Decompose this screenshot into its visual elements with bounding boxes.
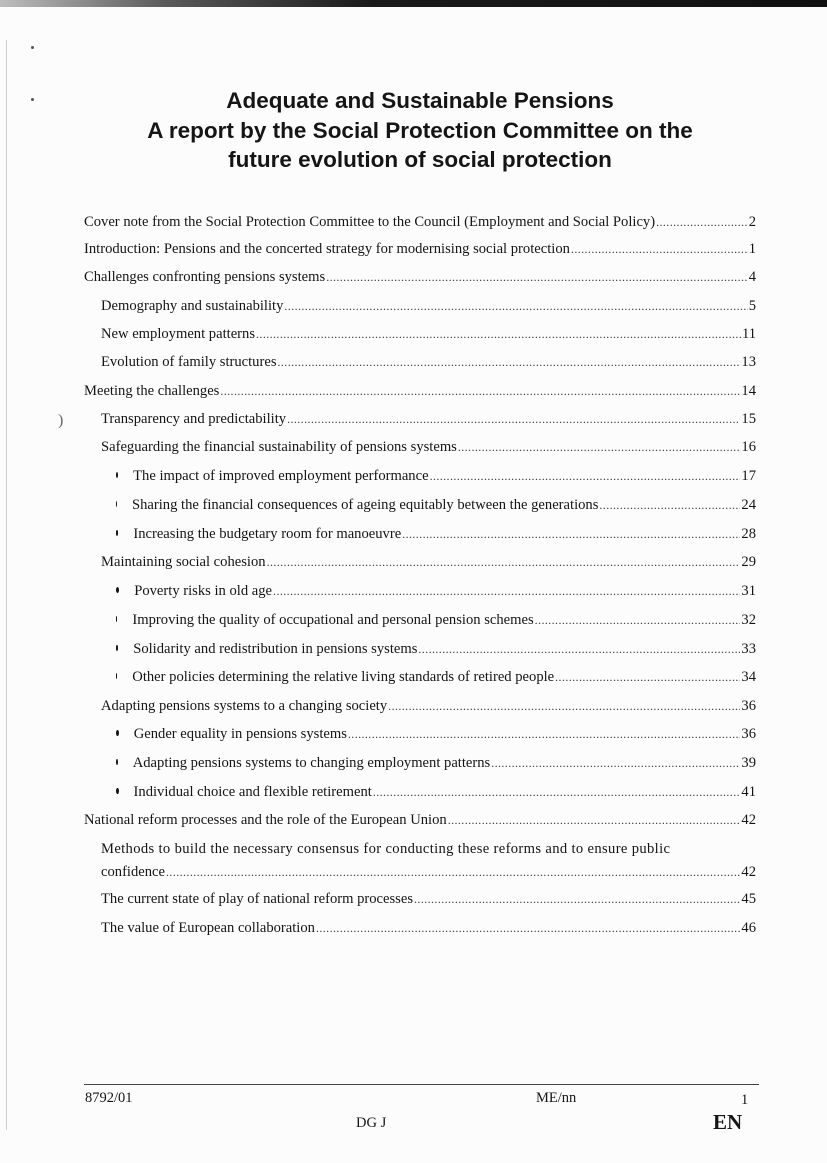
title-line-3: future evolution of social protection xyxy=(228,147,612,172)
toc-entry xyxy=(116,497,756,517)
dot-leader xyxy=(448,813,741,828)
scan-top-edge xyxy=(0,0,827,7)
bullet-icon xyxy=(116,501,117,507)
toc-entry xyxy=(101,920,756,940)
dot-leader xyxy=(278,355,741,370)
toc-entry-title: Demography and sustainability xyxy=(101,298,284,314)
toc-entry xyxy=(84,383,756,403)
dot-leader xyxy=(166,865,740,880)
footer-initials: ME/nn xyxy=(536,1090,577,1106)
toc-entry xyxy=(101,411,756,431)
toc-entry-page: 4 xyxy=(748,269,756,285)
dot-leader xyxy=(348,727,741,742)
toc-entry-title: Maintaining social cohesion xyxy=(101,554,266,570)
toc-entry-title: Solidarity and redistribution in pensions systems xyxy=(133,641,418,657)
toc-entry-title: Individual choice and flexible retirement xyxy=(133,784,372,800)
dot-leader xyxy=(418,642,740,657)
toc-entry xyxy=(116,526,756,546)
dot-leader xyxy=(326,270,748,285)
toc-entry-page: 24 xyxy=(741,497,756,513)
toc-entry xyxy=(84,214,756,234)
toc-entry xyxy=(116,755,756,775)
dot-leader xyxy=(220,384,740,399)
bullet-icon xyxy=(116,472,118,478)
bullet-icon xyxy=(116,730,119,736)
toc-entry-page: 39 xyxy=(741,755,756,771)
toc-entry-title: Other policies determining the relative living standards of retired people xyxy=(132,669,555,685)
document-title xyxy=(60,86,780,175)
bullet-icon xyxy=(116,759,118,765)
toc-entry-title: confidence xyxy=(101,864,166,880)
dot-leader xyxy=(555,670,740,685)
toc-entry xyxy=(101,698,756,718)
dot-leader xyxy=(373,785,741,800)
toc-entry xyxy=(101,864,756,884)
toc-entry-title: Increasing the budgetary room for manoeuvre xyxy=(133,526,402,542)
toc-entry-title: Poverty risks in old age xyxy=(134,583,273,599)
footer-divider xyxy=(84,1084,759,1085)
toc-entry-title: Safeguarding the financial sustainability of pensions systems xyxy=(101,439,457,455)
bullet-icon xyxy=(116,788,119,794)
toc-entry-title: Evolution of family structures xyxy=(101,354,277,370)
footer-doc-number: 8792/01 xyxy=(85,1090,133,1106)
toc-entry-title: The value of European collaboration xyxy=(101,920,315,936)
toc-entry-page: 32 xyxy=(741,612,756,628)
dot-leader xyxy=(388,699,740,714)
toc-entry-title: Adapting pensions systems to a changing society xyxy=(101,698,388,714)
dot-leader xyxy=(491,756,740,771)
toc-entry xyxy=(101,841,756,861)
dot-leader xyxy=(599,498,740,513)
toc-entry-page: 45 xyxy=(741,891,756,907)
dot-leader xyxy=(414,892,740,907)
dot-leader xyxy=(571,242,748,257)
toc-entry-page: 42 xyxy=(741,812,756,828)
toc-entry-page: 2 xyxy=(748,214,756,230)
toc-entry-page: 17 xyxy=(741,468,756,484)
dot-leader xyxy=(287,412,740,427)
toc-entry-page: 5 xyxy=(748,298,756,314)
dot-leader xyxy=(535,613,741,628)
footer-page-number: 1 xyxy=(741,1092,749,1108)
toc-entry-page: 41 xyxy=(741,784,756,800)
toc-entry-title: The current state of play of national reform processes xyxy=(101,891,414,907)
toc-entry xyxy=(84,269,756,289)
dot-leader xyxy=(256,327,741,342)
toc-entry xyxy=(116,583,756,603)
scan-mark: ) xyxy=(58,412,64,429)
dot-leader xyxy=(284,299,747,314)
toc-entry xyxy=(84,241,756,261)
toc-entry-page: 15 xyxy=(741,411,756,427)
toc-entry xyxy=(101,554,756,574)
toc-entry-title: New employment patterns xyxy=(101,326,256,342)
dot-leader xyxy=(458,440,741,455)
toc-entry-title: Cover note from the Social Protection Committee to the Council (Employment and Social Policy) xyxy=(84,214,656,230)
toc-entry-page: 42 xyxy=(741,864,756,880)
toc-entry-page: 1 xyxy=(748,241,756,257)
toc-entry-page: 34 xyxy=(741,669,756,685)
footer-language: EN xyxy=(713,1110,743,1134)
dot-leader xyxy=(656,215,748,230)
dot-leader xyxy=(267,555,741,570)
toc-entry-page: 11 xyxy=(741,326,756,342)
toc-entry-page: 16 xyxy=(741,439,756,455)
toc-entry-title: Introduction: Pensions and the concerted strategy for modernising social protection xyxy=(84,241,570,257)
toc-entry-title: Methods to build the necessary consensus for conducting these reforms and to ensure public xyxy=(101,841,671,857)
title-line-2: A report by the Social Protection Committee on the xyxy=(147,117,693,143)
toc-entry-title: Challenges confronting pensions systems xyxy=(84,269,326,285)
toc-entry-title: Adapting pensions systems to changing employment patterns xyxy=(132,755,491,771)
toc-entry-title: The impact of improved employment performance xyxy=(133,468,429,484)
toc-entry-page: 28 xyxy=(741,526,756,542)
toc-entry-title: Improving the quality of occupational and personal pension schemes xyxy=(132,612,534,628)
toc-entry xyxy=(116,784,756,804)
dot-leader xyxy=(273,584,740,599)
dot-leader xyxy=(430,469,741,484)
toc-entry-page: 46 xyxy=(741,920,756,936)
toc-entry-page: 29 xyxy=(741,554,756,570)
bullet-icon xyxy=(116,587,119,593)
bullet-icon xyxy=(116,673,117,679)
toc-entry xyxy=(84,812,756,832)
toc-entry-page: 36 xyxy=(741,726,756,742)
toc-entry xyxy=(116,612,756,632)
toc-entry-title: Gender equality in pensions systems xyxy=(133,726,347,742)
toc-entry-title: Transparency and predictability xyxy=(101,411,287,427)
toc-entry xyxy=(101,326,756,346)
title-line-1: Adequate and Sustainable Pensions xyxy=(226,88,614,113)
scan-speck xyxy=(31,46,34,49)
toc-entry xyxy=(116,669,756,689)
bullet-icon xyxy=(116,616,117,622)
toc-entry-page: 36 xyxy=(741,698,756,714)
toc-entry-page: 13 xyxy=(741,354,756,370)
toc-entry xyxy=(116,726,756,746)
toc-entry-page: 33 xyxy=(741,641,756,657)
scan-left-edge xyxy=(6,40,7,1130)
dot-leader xyxy=(402,527,740,542)
scan-speck xyxy=(31,98,34,101)
bullet-icon xyxy=(116,645,118,651)
toc-entry xyxy=(116,468,756,488)
toc-entry-title: Sharing the financial consequences of ageing equitably between the generations xyxy=(131,497,599,513)
toc-entry xyxy=(101,298,756,318)
toc-entry xyxy=(116,641,756,661)
toc-entry xyxy=(101,891,756,911)
toc-entry-title: Meeting the challenges xyxy=(84,383,220,399)
toc-entry-page: 31 xyxy=(741,583,756,599)
toc-entry-title: National reform processes and the role of the European Union xyxy=(84,812,447,828)
toc-entry-page: 14 xyxy=(741,383,756,399)
bullet-icon xyxy=(116,530,118,536)
footer-directorate: DG J xyxy=(356,1115,387,1131)
dot-leader xyxy=(316,921,740,936)
toc-entry xyxy=(101,354,756,374)
toc-entry xyxy=(101,439,756,459)
